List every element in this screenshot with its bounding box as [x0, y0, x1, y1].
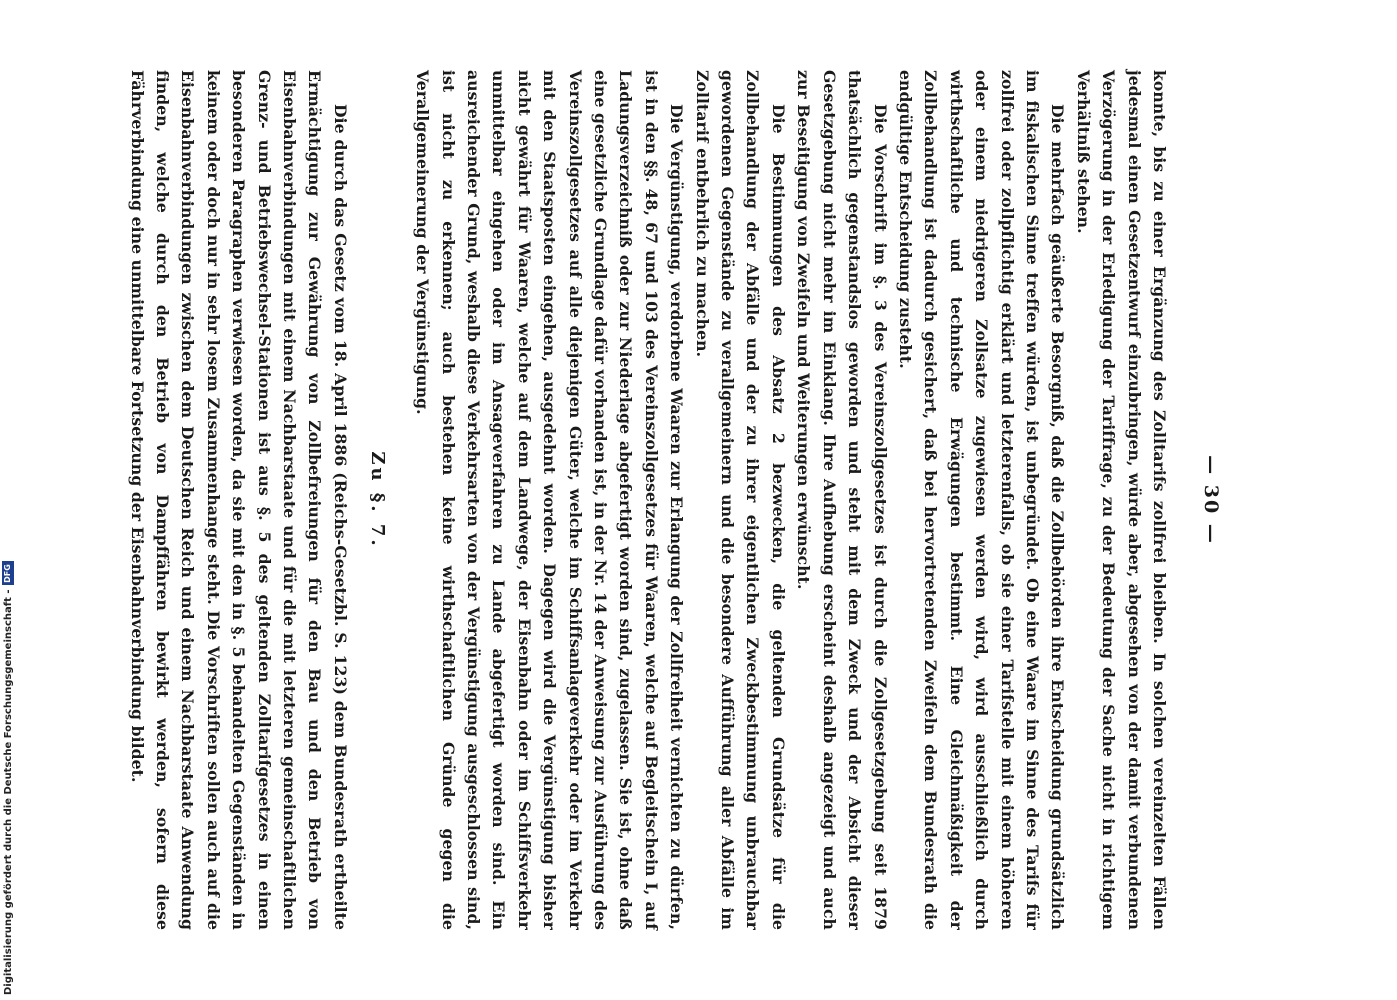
dfg-logo: DFG: [2, 561, 14, 585]
footer-text: Digitalisierung gefördert durch die Deutsche Forschungsgemeinschaft -: [2, 589, 14, 995]
paragraph-3: Die Vorschrift im §. 3 des Vereinszollgesetzes ist durch die Zollgesetzgebung seit 1879 thatsächlich gegenstandslos geworden und steht mit dem Zweck und der Absicht dieser Gesetzgebung nicht mehr im Einklang. Ihre Aufhebung erscheint deshalb angezeigt und auch zur Beseitigung von Zweifeln und Weiterungen erwünscht.: [794, 70, 890, 930]
paragraph-1: konnte, bis zu einer Ergänzung des Zolltarifs zollfrei bleiben. In solchen vereinzelten Fällen jedesmal einen Gesetzentwurf einzubringen, würde aber, abgesehen von der damit verbundenen Verzögerung in der Erledigung der Tariffrage, zu der Bedeutung der Sache nicht in richtigem Verhältniß stehen.: [1073, 70, 1169, 930]
section-paragraph-1: Die durch das Gesetz vom 18. April 1886 (Reichs-Gesetzbl. S. 123) dem Bundesrath ertheilte Ermächtigung zur Gewährung von Zollbefreiungen für den Bau und den Betrieb von Eisenbahnverbindungen mit einem Nachbarstaate und für die mit letzteren gemeinschaftlichen Grenz- und Betriebswechsel-Stationen ist aus §. 5 des geltenden Zolltarifgesetzes in einen besonderen Paragraphen verwiesen worden, da sie mit den in §. 5 behandelten Gegenständen in keinem oder doch nur in sehr losem Zusammenhange steht. Die Vorschriften sollen auch auf die Eisenbahnverbindungen zwischen dem Deutschen Reich und einem Nachbarstaate Anwendung finden, welche durch den Betrieb von Dampffähren bewirkt werden, sofern diese Fährverbindung eine unmittelbare Fortsetzung der Eisenbahnverbindung bildet.: [127, 70, 350, 930]
paragraph-4: Die Bestimmungen des Absatz 2 bezwecken, die geltenden Grundsätze für die Zollbehandlung der Abfälle und der zu ihrer eigentlichen Zweckbestimmung unbrauchbar gewordenen Gegenstände zu verallgemeinern und die besondere Aufführung aller Abfälle im Zolltarif entbehrlich zu machen.: [692, 70, 788, 930]
paragraph-5: Die Vergünstigung, verdorbene Waaren zur Erlangung der Zollfreiheit vernichten zu dürfen, ist in den §§. 48, 67 und 103 des Vereinszollgesetzes für Waaren, welche auf Begleitschein I, auf Ladungsverzeichniß oder zur Niederlage abgefertigt worden sind, zugelassen. Sie ist, ohne daß eine gesetzliche Grundlage dafür vorhanden ist, in der Nr. 14 der Anweisung zur Ausführung des Vereinszollgesetzes auf alle diejenigen Güter, welche im Schiffsanlageverkehr oder im Verkehr mit den Staatsposten eingehen, ausgedehnt worden. Dagegen wird die Vergünstigung bisher nicht gewährt für Waaren, welche auf dem Landwege, der Eisenbahn oder im Schiffsverkehr unmittelbar eingehen oder im Ansageverfahren zu Lande abgefertigt worden sind. Ein ausreichender Grund, weshalb diese Verkehrsarten von der Vergünstigung ausgeschlossen sind, ist nicht zu erkennen; auch bestehen keine wirthschaftlichen Gründe gegen die Verallgemeinerung der Vergünstigung.: [413, 70, 687, 930]
section-heading: Zu §. 7.: [366, 451, 388, 549]
digitization-footer: [2, 561, 14, 995]
page-number: — 30 —: [1200, 455, 1222, 545]
document-page: [127, 0, 1240, 1000]
paragraph-2: Die mehrfach geäußerte Besorgniß, daß die Zollbehörden ihre Entscheidung grundsätzlich im fiskalischen Sinne treffen würden, ist unbegründet. Ob eine Waare im Sinne des Tarifs für zollfrei oder zollpflichtig erklärt und letzterenfalls, ob sie einer Tarifstelle mit einem höheren oder einem niedrigeren Zollsatze zugewiesen werden wird, wird ausschließlich durch wirthschaftliche und technische Erwägungen bestimmt. Eine Gleichmäßigkeit der Zollbehandlung ist dadurch gesichert, daß bei hervortretenden Zweifeln dem Bundesrath die endgültige Entscheidung zusteht.: [895, 70, 1068, 930]
